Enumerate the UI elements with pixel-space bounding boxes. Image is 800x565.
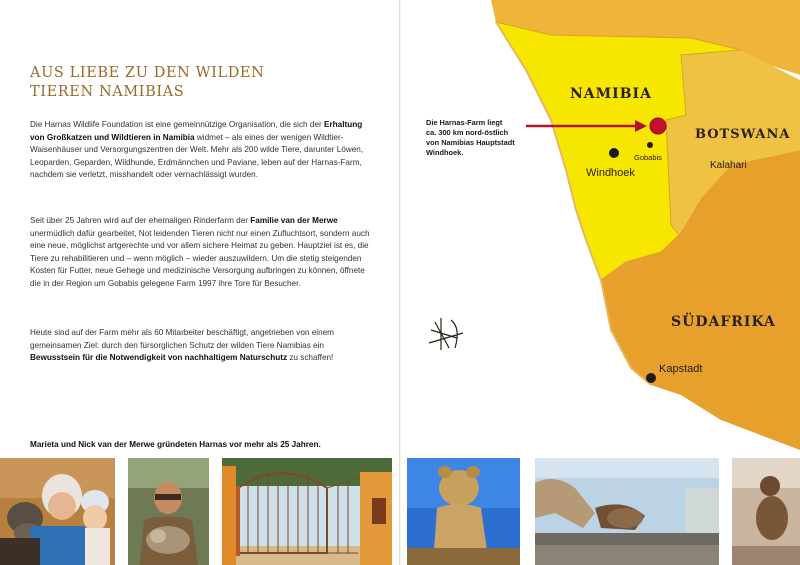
label-windhoek: Windhoek xyxy=(586,167,635,179)
paragraph-text: Heute sind auf der Farm mehr als 60 Mitarbeiter beschäftigt, angetrieben von einem gemeinsamen Ziel: durch den fürsorglichen Schutz der wilden Tiere Namibias ein xyxy=(30,328,335,350)
paragraph-bold: Erhaltung von Großkatzen und Wildtieren in Namibia xyxy=(30,120,363,142)
label-kalahari: Kalahari xyxy=(710,160,747,171)
label-namibia: NAMIBIA xyxy=(570,86,652,102)
photo-farm-gate xyxy=(222,458,392,565)
right-page xyxy=(401,0,800,565)
paragraph-text: unermüdlich dafür gearbeitet, Not leidenden Tieren nicht nur einen Zufluchtsort, sondern auch eine neue, möglichst artgerechte und vor allem sichere Heimat zu geben. Hauptziel ist es, die Tiere zu rehabilitieren und – wenn möglich – wieder auszuwildern. Um die stetig steigenden Kosten für Futter, neue Gehege und medizinische Versorgung aufbringen zu können, öffnete die in der Region um Gobabis gelegene Farm 1997 ihre Tore für Besucher. xyxy=(30,228,370,288)
photo-baboon xyxy=(732,458,800,565)
label-kapstadt: Kapstadt xyxy=(659,363,703,375)
paragraph-text: zu schaffen! xyxy=(287,353,334,363)
paragraph-text: Die Harnas Wildlife Foundation ist eine gemeinnützige Organisation, die sich der xyxy=(30,120,324,129)
paragraph-history xyxy=(30,215,370,291)
windhoek-dot xyxy=(609,148,619,158)
paragraph-text: widmet – als eines der wenigen Wildtier-Waisenhäuser und Versorgungszentren der Welt. Mehr als 200 wilde Tiere, darunter Löwen, Leoparden, Geparden, Wildhunde, Erdmännchen und Paviane, leben auf der Harnas-Farm, nachdem sie verletzt, misshandelt oder vernachlässigt wurden. xyxy=(30,132,364,180)
photo-family xyxy=(0,458,115,565)
note-line: Windhoek. xyxy=(426,148,464,157)
note-line: ca. 300 km nord-östlich xyxy=(426,128,509,137)
label-suedafrika: SÜDAFRIKA xyxy=(671,314,776,330)
map-southern-africa xyxy=(401,0,800,450)
note-line: Die Harnas-Farm liegt xyxy=(426,118,503,127)
photo-animals-feeding xyxy=(535,458,719,565)
page-heading xyxy=(30,64,380,102)
kapstadt-dot xyxy=(646,373,656,383)
harnas-location-note xyxy=(426,118,546,158)
paragraph-text: Seit über 25 Jahren wird auf der ehemaligen Rinderfarm der xyxy=(30,216,251,225)
photo-lion-cub xyxy=(407,458,520,565)
gobabis-dot xyxy=(647,142,653,148)
paragraph-bold: Bewusstsein für die Notwendigkeit von nachhaltigem Naturschutz xyxy=(30,353,288,363)
photo-man-with-cat xyxy=(128,458,209,565)
heading-line-2: TIEREN NAMIBIAS xyxy=(30,84,185,100)
paragraph-bold: Familie van der Merwe xyxy=(250,216,338,225)
paragraph-today xyxy=(30,327,370,365)
harnas-marker xyxy=(650,118,666,134)
label-botswana: BOTSWANA xyxy=(695,127,791,142)
label-gobabis: Gobabis xyxy=(634,153,662,162)
paragraph-foundation xyxy=(30,119,370,182)
photo-caption: Marieta und Nick van der Merwe gründeten Harnas vor mehr als 25 Jahren. xyxy=(30,440,321,449)
note-line: von Namibias Hauptstadt xyxy=(426,138,515,147)
heading-line-1: AUS LIEBE ZU DEN WILDEN xyxy=(30,65,265,81)
